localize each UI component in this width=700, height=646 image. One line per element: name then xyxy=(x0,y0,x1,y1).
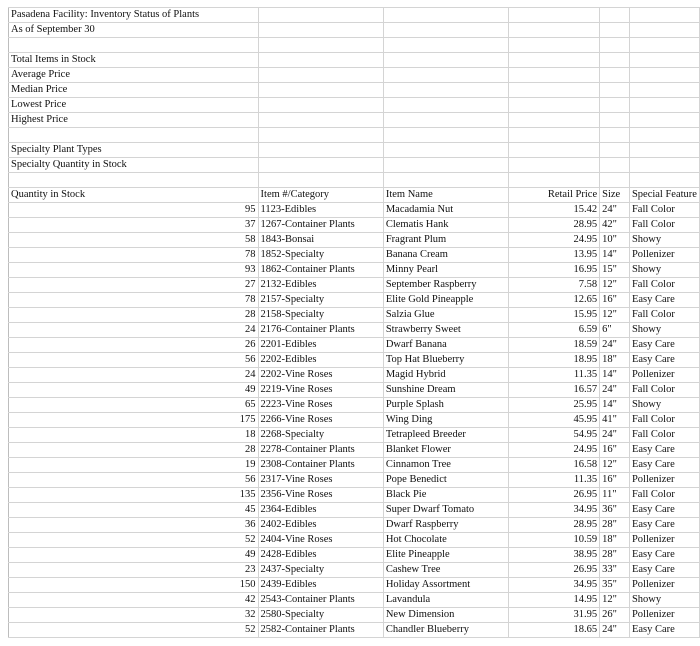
item-cell[interactable]: 2543-Container Plants xyxy=(258,593,383,608)
quantity-cell[interactable]: 45 xyxy=(9,503,259,518)
feature-cell[interactable]: Easy Care xyxy=(629,458,699,473)
item-name-cell[interactable]: Black Pie xyxy=(383,488,508,503)
item-name-cell[interactable]: Strawberry Sweet xyxy=(383,323,508,338)
table-row xyxy=(9,533,700,548)
column-header-name[interactable]: Item Name xyxy=(383,188,508,203)
price-cell[interactable]: 14.95 xyxy=(509,593,600,608)
quantity-cell[interactable]: 23 xyxy=(9,563,259,578)
price-cell[interactable]: 34.95 xyxy=(509,578,600,593)
quantity-cell[interactable]: 32 xyxy=(9,608,259,623)
feature-cell[interactable]: Easy Care xyxy=(629,338,699,353)
item-name-cell[interactable]: Macadamia Nut xyxy=(383,203,508,218)
price-cell[interactable]: 16.58 xyxy=(509,458,600,473)
price-cell[interactable]: 38.95 xyxy=(509,548,600,563)
item-cell[interactable]: 2176-Container Plants xyxy=(258,323,383,338)
price-cell[interactable]: 28.95 xyxy=(509,518,600,533)
item-name-cell[interactable]: Salzia Glue xyxy=(383,308,508,323)
table-row xyxy=(9,203,700,218)
price-cell[interactable]: 11.35 xyxy=(509,473,600,488)
size-cell[interactable]: 26" xyxy=(600,608,630,623)
quantity-cell[interactable]: 52 xyxy=(9,623,259,638)
item-cell[interactable]: 2404-Vine Roses xyxy=(258,533,383,548)
feature-cell[interactable]: Easy Care xyxy=(629,548,699,563)
feature-cell[interactable]: Fall Color xyxy=(629,218,699,233)
price-cell[interactable]: 45.95 xyxy=(509,413,600,428)
item-name-cell[interactable]: Super Dwarf Tomato xyxy=(383,503,508,518)
column-header-feature[interactable]: Special Feature xyxy=(629,188,699,203)
item-name-cell[interactable]: Tetrapleed Breeder xyxy=(383,428,508,443)
size-cell[interactable]: 35" xyxy=(600,578,630,593)
highest-price-label[interactable]: Highest Price xyxy=(9,113,259,128)
price-cell[interactable]: 18.65 xyxy=(509,623,600,638)
feature-cell[interactable]: Showy xyxy=(629,263,699,278)
item-cell[interactable]: 2132-Edibles xyxy=(258,278,383,293)
table-row xyxy=(9,548,700,563)
feature-cell[interactable]: Fall Color xyxy=(629,413,699,428)
table-row xyxy=(9,353,700,368)
feature-cell[interactable]: Pollenizer xyxy=(629,578,699,593)
item-cell[interactable]: 2402-Edibles xyxy=(258,518,383,533)
item-name-cell[interactable]: Clematis Hank xyxy=(383,218,508,233)
feature-cell[interactable]: Fall Color xyxy=(629,383,699,398)
price-cell[interactable]: 6.59 xyxy=(509,323,600,338)
item-cell[interactable]: 2268-Specialty xyxy=(258,428,383,443)
size-cell[interactable]: 41" xyxy=(600,413,630,428)
quantity-cell[interactable]: 95 xyxy=(9,203,259,218)
price-cell[interactable]: 24.95 xyxy=(509,233,600,248)
quantity-cell[interactable]: 36 xyxy=(9,518,259,533)
column-header-row xyxy=(9,188,700,203)
quantity-cell[interactable]: 28 xyxy=(9,443,259,458)
feature-cell[interactable]: Fall Color xyxy=(629,278,699,293)
price-cell[interactable]: 28.95 xyxy=(509,218,600,233)
quantity-cell[interactable]: 28 xyxy=(9,308,259,323)
item-cell[interactable]: 2439-Edibles xyxy=(258,578,383,593)
quantity-cell[interactable]: 150 xyxy=(9,578,259,593)
table-row xyxy=(9,293,700,308)
item-cell[interactable]: 1862-Container Plants xyxy=(258,263,383,278)
item-cell[interactable]: 2223-Vine Roses xyxy=(258,398,383,413)
size-cell[interactable]: 12" xyxy=(600,458,630,473)
size-cell[interactable]: 12" xyxy=(600,308,630,323)
size-cell[interactable]: 16" xyxy=(600,473,630,488)
item-name-cell[interactable]: Minny Pearl xyxy=(383,263,508,278)
median-price-label[interactable]: Median Price xyxy=(9,83,259,98)
item-cell[interactable]: 2308-Container Plants xyxy=(258,458,383,473)
feature-cell[interactable]: Fall Color xyxy=(629,428,699,443)
size-cell[interactable]: 12" xyxy=(600,593,630,608)
item-name-cell[interactable]: Wing Ding xyxy=(383,413,508,428)
quantity-cell[interactable]: 135 xyxy=(9,488,259,503)
item-cell[interactable]: 1852-Specialty xyxy=(258,248,383,263)
item-cell[interactable]: 1267-Container Plants xyxy=(258,218,383,233)
size-cell[interactable]: 18" xyxy=(600,353,630,368)
item-name-cell[interactable]: Cashew Tree xyxy=(383,563,508,578)
price-cell[interactable]: 31.95 xyxy=(509,608,600,623)
quantity-cell[interactable]: 18 xyxy=(9,428,259,443)
quantity-cell[interactable]: 37 xyxy=(9,218,259,233)
feature-cell[interactable]: Pollenizer xyxy=(629,533,699,548)
quantity-cell[interactable]: 26 xyxy=(9,338,259,353)
feature-cell[interactable]: Showy xyxy=(629,593,699,608)
item-cell[interactable]: 2356-Vine Roses xyxy=(258,488,383,503)
item-cell[interactable]: 2219-Vine Roses xyxy=(258,383,383,398)
column-header-item[interactable]: Item #/Category xyxy=(258,188,383,203)
report-date[interactable]: As of September 30 xyxy=(9,23,259,38)
item-cell[interactable]: 2582-Container Plants xyxy=(258,623,383,638)
specialty-quantity-label[interactable]: Specialty Quantity in Stock xyxy=(9,158,259,173)
table-row xyxy=(9,368,700,383)
price-cell[interactable]: 26.95 xyxy=(509,563,600,578)
table-row xyxy=(9,488,700,503)
quantity-cell[interactable]: 78 xyxy=(9,248,259,263)
size-cell[interactable]: 16" xyxy=(600,293,630,308)
item-name-cell[interactable]: Purple Splash xyxy=(383,398,508,413)
table-row xyxy=(9,593,700,608)
quantity-cell[interactable]: 49 xyxy=(9,383,259,398)
price-cell[interactable]: 15.42 xyxy=(509,203,600,218)
size-cell[interactable]: 10" xyxy=(600,233,630,248)
table-row xyxy=(9,518,700,533)
column-header-size[interactable]: Size xyxy=(600,188,630,203)
feature-cell[interactable]: Easy Care xyxy=(629,503,699,518)
size-cell[interactable]: 6" xyxy=(600,323,630,338)
inventory-table xyxy=(8,7,700,638)
price-cell[interactable]: 18.95 xyxy=(509,353,600,368)
feature-cell[interactable]: Showy xyxy=(629,398,699,413)
item-cell[interactable]: 2428-Edibles xyxy=(258,548,383,563)
quantity-cell[interactable]: 78 xyxy=(9,293,259,308)
size-cell[interactable]: 12" xyxy=(600,278,630,293)
quantity-cell[interactable]: 56 xyxy=(9,473,259,488)
quantity-cell[interactable]: 65 xyxy=(9,398,259,413)
size-cell[interactable]: 15" xyxy=(600,263,630,278)
feature-cell[interactable]: Pollenizer xyxy=(629,608,699,623)
item-name-cell[interactable]: Hot Chocolate xyxy=(383,533,508,548)
size-cell[interactable]: 28" xyxy=(600,548,630,563)
price-cell[interactable]: 24.95 xyxy=(509,443,600,458)
item-cell[interactable]: 2278-Container Plants xyxy=(258,443,383,458)
size-cell[interactable]: 24" xyxy=(600,203,630,218)
item-name-cell[interactable]: Blanket Flower xyxy=(383,443,508,458)
quantity-cell[interactable]: 24 xyxy=(9,323,259,338)
size-cell[interactable]: 24" xyxy=(600,623,630,638)
column-header-price[interactable]: Retail Price xyxy=(509,188,600,203)
table-row xyxy=(9,578,700,593)
item-name-cell[interactable]: Dwarf Raspberry xyxy=(383,518,508,533)
quantity-cell[interactable]: 49 xyxy=(9,548,259,563)
lowest-price-label[interactable]: Lowest Price xyxy=(9,98,259,113)
quantity-cell[interactable]: 42 xyxy=(9,593,259,608)
table-row xyxy=(9,383,700,398)
table-row xyxy=(9,563,700,578)
item-cell[interactable]: 2364-Edibles xyxy=(258,503,383,518)
size-cell[interactable]: 42" xyxy=(600,218,630,233)
feature-cell[interactable]: Fall Color xyxy=(629,203,699,218)
price-cell[interactable]: 34.95 xyxy=(509,503,600,518)
size-cell[interactable]: 14" xyxy=(600,368,630,383)
item-name-cell[interactable]: Dwarf Banana xyxy=(383,338,508,353)
feature-cell[interactable]: Showy xyxy=(629,233,699,248)
quantity-cell[interactable]: 175 xyxy=(9,413,259,428)
table-row xyxy=(9,338,700,353)
quantity-cell[interactable]: 27 xyxy=(9,278,259,293)
table-row xyxy=(9,458,700,473)
feature-cell[interactable]: Easy Care xyxy=(629,293,699,308)
table-row xyxy=(9,278,700,293)
item-cell[interactable]: 2202-Vine Roses xyxy=(258,368,383,383)
table-row xyxy=(9,623,700,638)
price-cell[interactable]: 16.95 xyxy=(509,263,600,278)
price-cell[interactable]: 16.57 xyxy=(509,383,600,398)
item-cell[interactable]: 2157-Specialty xyxy=(258,293,383,308)
price-cell[interactable]: 25.95 xyxy=(509,398,600,413)
item-cell[interactable]: 1123-Edibles xyxy=(258,203,383,218)
item-name-cell[interactable]: Cinnamon Tree xyxy=(383,458,508,473)
item-name-cell[interactable]: Top Hat Blueberry xyxy=(383,353,508,368)
table-row xyxy=(9,473,700,488)
item-name-cell[interactable]: Holiday Assortment xyxy=(383,578,508,593)
table-row xyxy=(9,233,700,248)
item-name-cell[interactable]: Sunshine Dream xyxy=(383,383,508,398)
item-name-cell[interactable]: Pope Benedict xyxy=(383,473,508,488)
item-cell[interactable]: 2437-Specialty xyxy=(258,563,383,578)
table-row xyxy=(9,413,700,428)
size-cell[interactable]: 14" xyxy=(600,248,630,263)
price-cell[interactable]: 13.95 xyxy=(509,248,600,263)
item-cell[interactable]: 2317-Vine Roses xyxy=(258,473,383,488)
table-row xyxy=(9,428,700,443)
item-name-cell[interactable]: Fragrant Plum xyxy=(383,233,508,248)
feature-cell[interactable]: Pollenizer xyxy=(629,248,699,263)
total-items-label[interactable]: Total Items in Stock xyxy=(9,53,259,68)
item-name-cell[interactable]: Chandler Blueberry xyxy=(383,623,508,638)
size-cell[interactable]: 16" xyxy=(600,443,630,458)
feature-cell[interactable]: Easy Care xyxy=(629,518,699,533)
price-cell[interactable]: 54.95 xyxy=(509,428,600,443)
item-cell[interactable]: 2266-Vine Roses xyxy=(258,413,383,428)
price-cell[interactable]: 15.95 xyxy=(509,308,600,323)
item-name-cell[interactable]: Banana Cream xyxy=(383,248,508,263)
quantity-cell[interactable]: 56 xyxy=(9,353,259,368)
spreadsheet xyxy=(8,7,700,638)
feature-cell[interactable]: Easy Care xyxy=(629,353,699,368)
size-cell[interactable]: 18" xyxy=(600,533,630,548)
item-name-cell[interactable]: Elite Pineapple xyxy=(383,548,508,563)
size-cell[interactable]: 14" xyxy=(600,398,630,413)
item-cell[interactable]: 2201-Edibles xyxy=(258,338,383,353)
average-price-label[interactable]: Average Price xyxy=(9,68,259,83)
feature-cell[interactable]: Pollenizer xyxy=(629,368,699,383)
quantity-cell[interactable]: 52 xyxy=(9,533,259,548)
feature-cell[interactable]: Fall Color xyxy=(629,308,699,323)
item-name-cell[interactable]: Magid Hybrid xyxy=(383,368,508,383)
feature-cell[interactable]: Pollenizer xyxy=(629,473,699,488)
price-cell[interactable]: 12.65 xyxy=(509,293,600,308)
item-name-cell[interactable]: New Dimension xyxy=(383,608,508,623)
table-row xyxy=(9,398,700,413)
item-cell[interactable]: 2580-Specialty xyxy=(258,608,383,623)
feature-cell[interactable]: Easy Care xyxy=(629,443,699,458)
size-cell[interactable]: 11" xyxy=(600,488,630,503)
quantity-cell[interactable]: 93 xyxy=(9,263,259,278)
item-name-cell[interactable]: September Raspberry xyxy=(383,278,508,293)
table-row xyxy=(9,263,700,278)
price-cell[interactable]: 7.58 xyxy=(509,278,600,293)
quantity-cell[interactable]: 58 xyxy=(9,233,259,248)
item-cell[interactable]: 1843-Bonsai xyxy=(258,233,383,248)
specialty-types-label[interactable]: Specialty Plant Types xyxy=(9,143,259,158)
size-cell[interactable]: 24" xyxy=(600,428,630,443)
column-header-quantity[interactable]: Quantity in Stock xyxy=(9,188,259,203)
item-cell[interactable]: 2158-Specialty xyxy=(258,308,383,323)
size-cell[interactable]: 24" xyxy=(600,338,630,353)
table-row xyxy=(9,323,700,338)
table-row xyxy=(9,443,700,458)
report-title[interactable]: Pasadena Facility: Inventory Status of Plants xyxy=(9,8,259,23)
item-cell[interactable]: 2202-Edibles xyxy=(258,353,383,368)
table-row xyxy=(9,248,700,263)
table-row xyxy=(9,308,700,323)
size-cell[interactable]: 24" xyxy=(600,383,630,398)
item-name-cell[interactable]: Lavandula xyxy=(383,593,508,608)
table-row xyxy=(9,608,700,623)
price-cell[interactable]: 11.35 xyxy=(509,368,600,383)
table-row xyxy=(9,218,700,233)
price-cell[interactable]: 26.95 xyxy=(509,488,600,503)
feature-cell[interactable]: Easy Care xyxy=(629,623,699,638)
price-cell[interactable]: 18.59 xyxy=(509,338,600,353)
feature-cell[interactable]: Showy xyxy=(629,323,699,338)
size-cell[interactable]: 33" xyxy=(600,563,630,578)
feature-cell[interactable]: Easy Care xyxy=(629,563,699,578)
feature-cell[interactable]: Fall Color xyxy=(629,488,699,503)
table-row xyxy=(9,503,700,518)
quantity-cell[interactable]: 24 xyxy=(9,368,259,383)
size-cell[interactable]: 36" xyxy=(600,503,630,518)
quantity-cell[interactable]: 19 xyxy=(9,458,259,473)
item-name-cell[interactable]: Elite Gold Pineapple xyxy=(383,293,508,308)
price-cell[interactable]: 10.59 xyxy=(509,533,600,548)
size-cell[interactable]: 28" xyxy=(600,518,630,533)
